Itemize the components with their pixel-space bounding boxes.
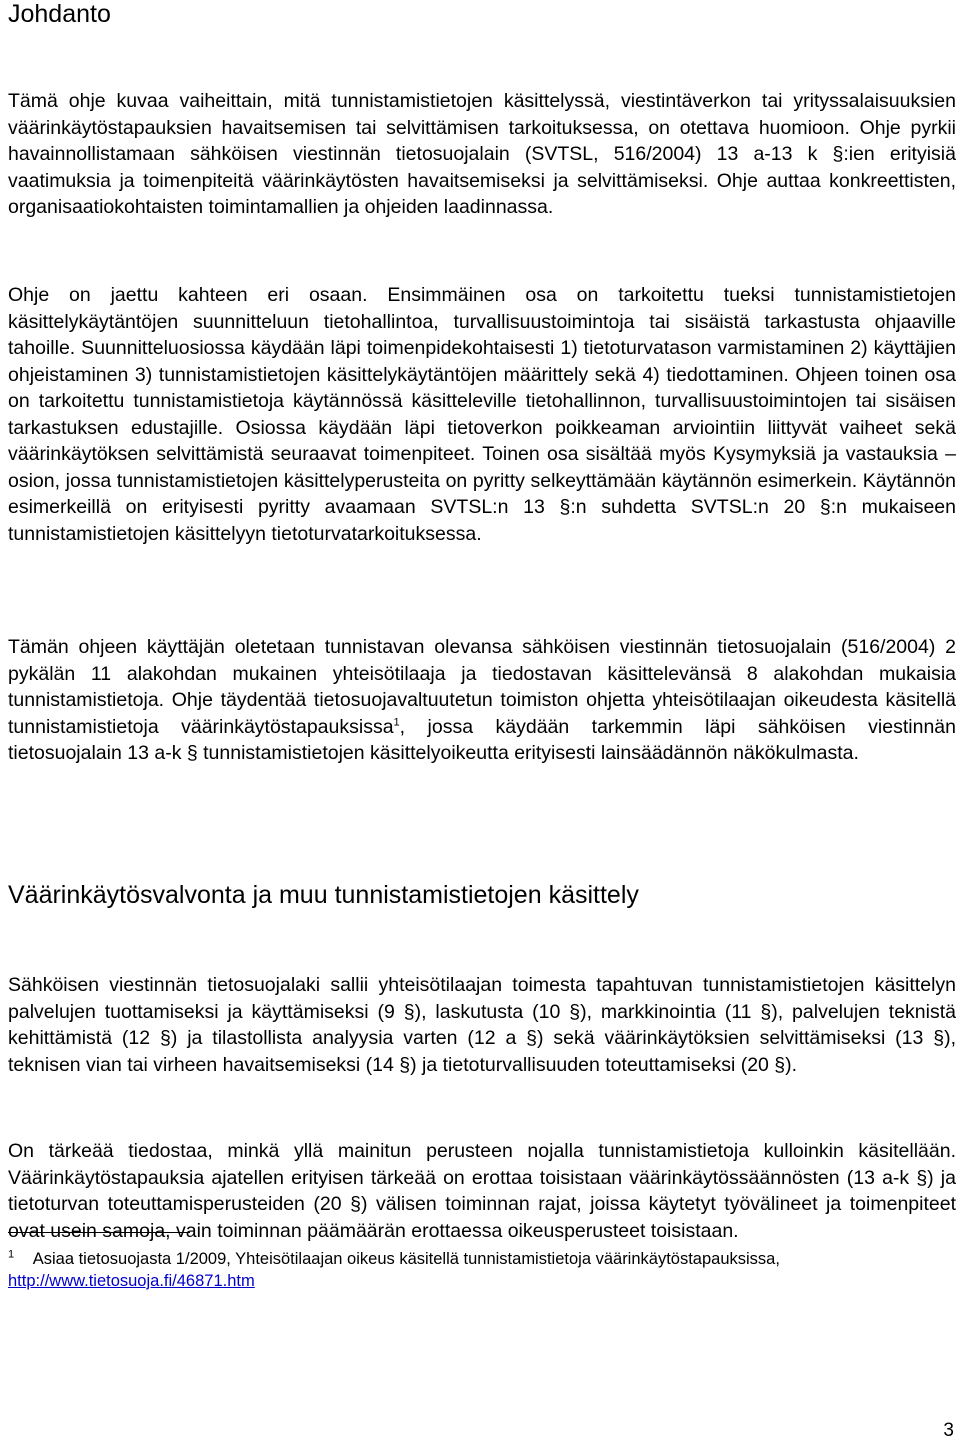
footnote-number: 1 <box>8 1248 15 1261</box>
paragraph-5: On tärkeää tiedostaa, minkä yllä mainitun perusteen nojalla tunnistamistietoja kulloinkin käsitellään. Väärinkäytöstapauksia ajatellen erityisen tärkeää on erottaa toisistaan väärinkäytössäännösten (13 a-k §) ja tietoturvan toteuttamisperusteiden (20 §) välisen toiminnan rajat, joissa käytetyt työvälineet ja toimenpiteet ovat usein samoja, vain toiminnan päämäärän erottaessa oikeusperusteet toisistaan. <box>8 1140 956 1242</box>
paragraph-3 <box>8 634 956 767</box>
footnote-link[interactable]: http://www.tietosuoja.fi/46871.htm <box>8 1272 255 1290</box>
paragraph-3-text-b: , jossa käydään tarkemmin läpi sähköisen viestinnän tietosuojalain 13 a-k § tunnistamistietojen käsittelyoikeutta erityisesti lainsäädännön näkökulmasta. <box>8 715 956 764</box>
footnote-reference[interactable]: 1 <box>393 716 400 728</box>
paragraph-4: Sähköisen viestinnän tietosuojalaki sallii yhteisötilaajan toimesta tapahtuvan tunnistamistietojen käsittelyn palvelujen tuottamiseksi ja käyttämiseksi (9 §), laskutusta (10 §), markkinointia (11 §), palvelujen teknistä kehittämistä (12 §) ja tilastollista analyysia varten (12 a §) sekä väärinkäytöksien selvittämiseksi (13 §), teknisen vian tai virheen havaitsemiseksi (14 §) ja tietoturvallisuuden toteuttamiseksi (20 §). <box>8 974 956 1076</box>
paragraph-3-text-a: Tämän ohjeen käyttäjän oletetaan tunnistavan olevansa sähköisen viestinnän tietosuojalain (516/2004) 2 pykälän 11 alakohdan mukainen yhteisötilaaja ja tiedostavan käsittelevänsä 8 alakohdan mukaisia tunnistamistietoja. Ohje täydentää tietosuojavaltuutetun toimiston ohjetta yhteisötilaajan oikeudesta käsitellä tunnistamistietoja väärinkäytöstapauksissa <box>8 636 956 738</box>
heading-vaarinkaytosvalvonta: Väärinkäytösvalvonta ja muu tunnistamistietojen käsittely <box>8 881 639 909</box>
paragraph-2: Ohje on jaettu kahteen eri osaan. Ensimmäinen osa on tarkoitettu tueksi tunnistamistietojen käsittelykäytäntöjen suunnitteluun tietohallintoa, turvallisuustoimintoja tai sisäistä tarkastusta ohjaaville tahoille. Suunnitteluosiossa käydään läpi toimenpidekohtaisesti 1) tietoturvatason varmistaminen 2) käyttäjien ohjeistaminen 3) tunnistamistietojen käsittelykäytäntöjen määrittely sekä 4) tiedottaminen. Ohjeen toinen osa on tarkoitettu tunnistamistietoja käytännössä käsitteleville tietohallinnon, turvallisuustoimintojen tai sisäisen tarkastuksen edustajille. Osiossa käydään läpi tietoverkon poikkeaman arviointiin liittyvät vaiheet sekä väärinkäytöksen selvittämistä seuraavat toimenpiteet. Toinen osa sisältää myös Kysymyksiä ja vastauksia – osion, jossa tunnistamistietojen käsittelyperusteita on pyritty selkeyttämään käytännön esimerkein. Käytännön esimerkeillä on erityisesti pyritty avaamaan SVTSL:n 13 §:n suhdetta SVTSL:n 20 §:n mukaiseen tunnistamistietojen käsittelyyn tietoturvatarkoituksessa. <box>8 284 956 545</box>
footnote-separator <box>8 1232 190 1233</box>
footnote <box>8 1248 956 1292</box>
page-number: 3 <box>943 1420 954 1441</box>
footnote-text: Asiaa tietosuojasta 1/2009, Yhteisötilaajan oikeus käsitellä tunnistamistietoja väärinkäytöstapauksissa, <box>32 1250 780 1268</box>
paragraph-1: Tämä ohje kuvaa vaiheittain, mitä tunnistamistietojen käsittelyssä, viestintäverkon tai yrityssalaisuuksien väärinkäytöstapauksien havaitsemisen tai selvittämisen tarkoituksessa, on otettava huomioon. Ohje pyrkii havainnollistamaan sähköisen viestinnän tietosuojalain (SVTSL, 516/2004) 13 a-13 k §:ien erityisiä vaatimuksia ja toimenpiteitä väärinkäytösten havaitsemiseksi ja selvittämiseksi. Ohje auttaa konkreettisten, organisaatiokohtaisten toimintamallien ja ohjeiden laadinnassa. <box>8 90 956 218</box>
heading-johdanto: Johdanto <box>8 0 111 28</box>
